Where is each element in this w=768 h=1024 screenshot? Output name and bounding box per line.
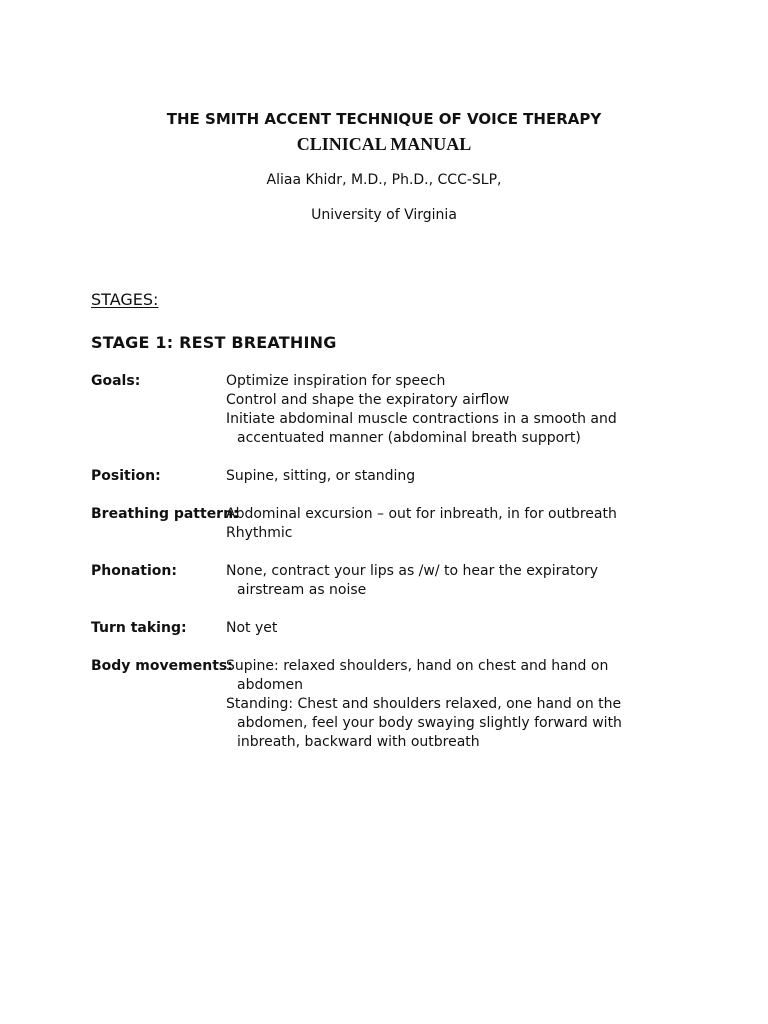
section-content [226, 619, 691, 638]
section-line: Initiate abdominal muscle contractions in a smooth and [226, 411, 617, 427]
section-content [226, 372, 691, 448]
section-label: Goals: [91, 373, 141, 389]
section-line: None, contract your lips as /w/ to hear the expiratory [226, 563, 599, 579]
section-content [226, 562, 691, 600]
section-line: accentuated manner (abdominal breath support) [237, 430, 581, 446]
section-line: Supine: relaxed shoulders, hand on chest and hand on [226, 658, 609, 674]
section-line: inbreath, backward with outbreath [237, 734, 480, 750]
section-line: abdomen [237, 677, 304, 693]
section-line: Abdominal excursion – out for inbreath, in for outbreath [226, 506, 617, 522]
section-turn-taking [91, 619, 691, 638]
author-line: Aliaa Khidr, M.D., Ph.D., CCC-SLP, [266, 172, 502, 188]
stage-sections [91, 372, 691, 771]
stage-1-heading: STAGE 1: REST BREATHING [91, 333, 337, 352]
section-line: Optimize inspiration for speech [226, 373, 446, 389]
section-label: Body movements: [91, 658, 233, 674]
section-line: Control and shape the expiratory airflow [226, 392, 510, 408]
section-line: airstream as noise [237, 582, 367, 598]
section-label: Phonation: [91, 563, 177, 579]
section-body-movements [91, 657, 691, 752]
affiliation-line: University of Virginia [311, 207, 457, 223]
section-phonation [91, 562, 691, 600]
section-line: Rhythmic [226, 525, 293, 541]
section-line: Not yet [226, 620, 278, 636]
section-breathing-pattern [91, 505, 691, 543]
section-content [226, 505, 691, 543]
section-label: Position: [91, 468, 161, 484]
stages-heading: STAGES: [91, 290, 159, 309]
section-label: Turn taking: [91, 620, 187, 636]
section-goals [91, 372, 691, 448]
section-position [91, 467, 691, 486]
document-title: THE SMITH ACCENT TECHNIQUE OF VOICE THERAPY [166, 110, 602, 128]
section-label: Breathing pattern: [91, 506, 239, 522]
section-content [226, 657, 691, 752]
section-line: Standing: Chest and shoulders relaxed, one hand on the [226, 696, 622, 712]
section-content [226, 467, 691, 486]
document-subtitle: CLINICAL MANUAL [296, 134, 472, 154]
section-line: Supine, sitting, or standing [226, 468, 416, 484]
section-line: abdomen, feel your body swaying slightly forward with [237, 715, 622, 731]
